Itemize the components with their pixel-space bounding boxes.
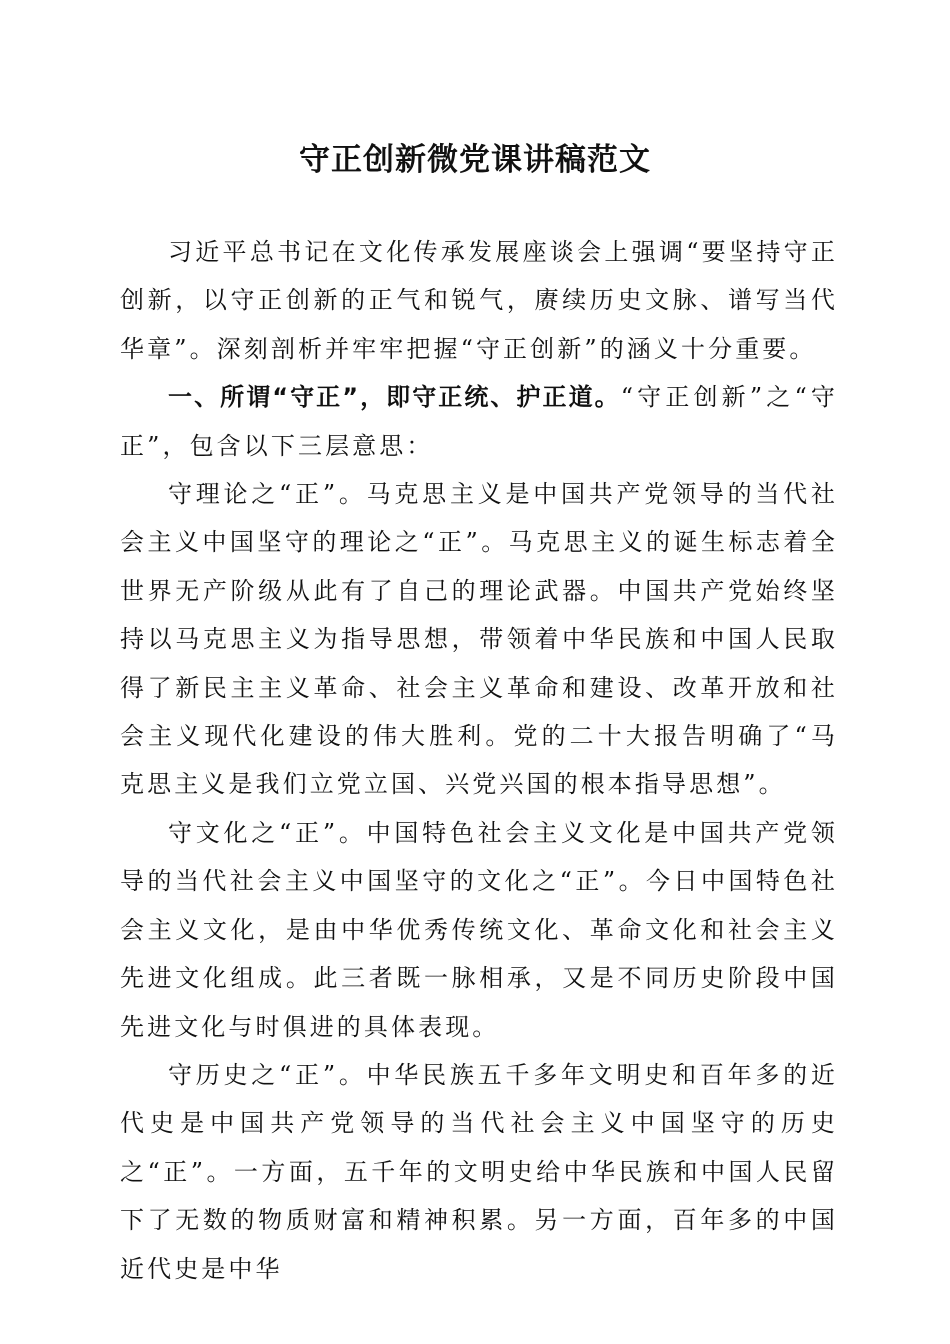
paragraph-culture (120, 809, 838, 1051)
paragraph-text: 守理论之“正”。马克思主义是中国共产党领导的当代社会主义中国坚守的理论之“正”。马克思主义的诞生标志着全世界无产阶级从此有了自己的理论武器。中国共产党始终坚持以马克思主义为指导思想，带领着中华民族和中国人民取得了新民主主义革命、社会主义革命和建设、改革开放和社会主义现代化建设的伟大胜利。党的二十大报告明确了“马克思主义是我们立党立国、兴党兴国的根本指导思想”。 (120, 480, 838, 799)
paragraph-text: “守正创新”之“守正”，包含以下三层意思： (120, 383, 838, 460)
paragraph-text: 守文化之“正”。中国特色社会主义文化是中国共产党领导的当代社会主义中国坚守的文化之“正”。今日中国特色社会主义文化，是由中华优秀传统文化、革命文化和社会主义先进文化组成。此三者既一脉相承，又是不同历史阶段中国先进文化与时俱进的具体表现。 (120, 818, 838, 1041)
paragraph-text: 守历史之“正”。中华民族五千多年文明史和百年多的近代史是中国共产党领导的当代社会主义中国坚守的历史之“正”。一方面，五千年的文明史给中华民族和中国人民留下了无数的物质财富和精神积累。另一方面，百年多的中国近代史是中华 (120, 1060, 838, 1283)
document-title: 守正创新微党课讲稿范文 (299, 142, 651, 178)
paragraph-history (120, 1051, 838, 1293)
document-body (120, 228, 838, 1293)
paragraph-theory (120, 470, 838, 809)
paragraph-text: 习近平总书记在文化传承发展座谈会上强调“要坚持守正创新，以守正创新的正气和锐气，赓续历史文脉、谱写当代华章”。深刻剖析并牢牢把握“守正创新”的涵义十分重要。 (120, 238, 838, 363)
paragraph-section-one (120, 373, 838, 470)
section-heading: 一、所谓“守正”，即守正统、护正道。 (168, 383, 621, 412)
paragraph-intro (120, 228, 838, 373)
